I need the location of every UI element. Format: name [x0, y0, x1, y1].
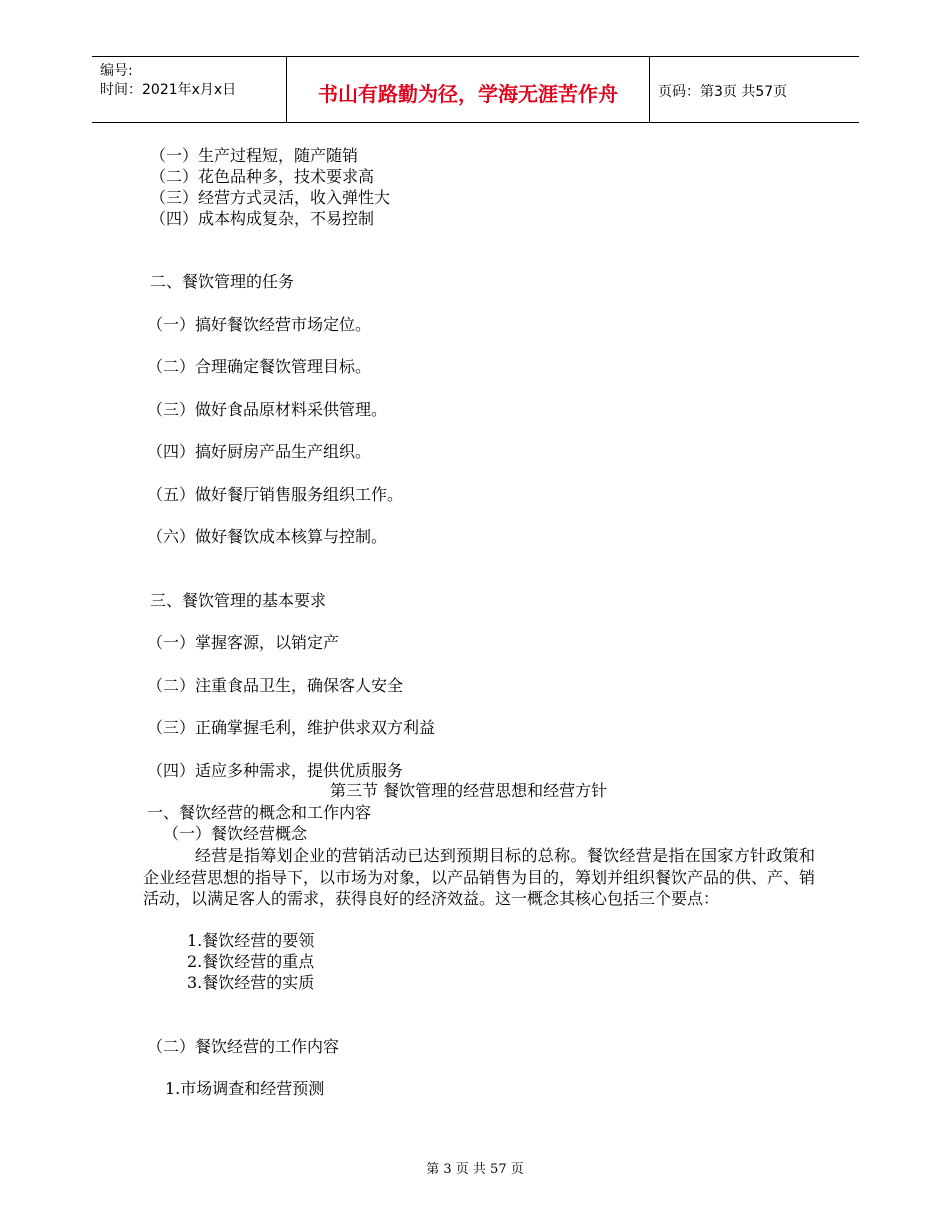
header-bottom-rule — [92, 122, 859, 123]
header-top-rule — [92, 56, 859, 57]
header-motto: 书山有路勤为径，学海无涯苦作舟 — [318, 82, 618, 106]
body-paragraph: 经营是指筹划企业的营销活动已达到预期目标的总称。餐饮经营是指在国家方针政策和企业经营思想的指导下，以市场为对象，以产品销售为目的，筹划并组织餐饮产品的供、产、销活动，以满足客人的需求，获得良好的经济效益。这一概念其核心包括三个要点： — [143, 846, 816, 908]
subsection-heading: （二）餐饮经营的工作内容 — [147, 1037, 340, 1056]
list-item: 1.餐饮经营的要领 — [187, 931, 315, 950]
list-item: （四）适应多种需求，提供优质服务 — [147, 761, 404, 780]
header-divider-right — [649, 57, 650, 122]
section-heading: 二、餐饮管理的任务 — [150, 272, 295, 291]
list-item: （三）经营方式灵活，收入弹性大 — [150, 188, 391, 207]
list-item: （三）做好食品原材料采供管理。 — [147, 400, 388, 419]
header-page-label: 页码：第3页 共57页 — [658, 84, 788, 100]
list-item: （四）成本构成复杂，不易控制 — [150, 209, 375, 228]
header-time-label: 时间：2021年x月x日 — [100, 82, 237, 98]
subsection-heading: （一）餐饮经营概念 — [163, 824, 308, 843]
list-item: 2.餐饮经营的重点 — [187, 952, 315, 971]
list-item: （五）做好餐厅销售服务组织工作。 — [147, 485, 404, 504]
header-number-label: 编号: — [100, 63, 133, 79]
list-item: （二）花色品种多，技术要求高 — [150, 167, 375, 186]
section-heading: 三、餐饮管理的基本要求 — [150, 591, 327, 610]
list-item: （二）注重食品卫生，确保客人安全 — [147, 676, 404, 695]
subsection-heading: 一、餐饮经营的概念和工作内容 — [147, 803, 372, 822]
list-item: （六）做好餐饮成本核算与控制。 — [147, 527, 388, 546]
list-item: （三）正确掌握毛利，维护供求双方利益 — [147, 718, 436, 737]
page-footer: 第 3 页 共 57 页 — [426, 1162, 524, 1177]
list-item: 1.市场调查和经营预测 — [165, 1079, 325, 1098]
list-item: （四）搞好厨房产品生产组织。 — [147, 442, 372, 461]
chapter-title: 第三节 餐饮管理的经营思想和经营方针 — [330, 781, 608, 800]
list-item: （二）合理确定餐饮管理目标。 — [147, 357, 372, 376]
list-item: （一）掌握客源，以销定产 — [147, 633, 340, 652]
list-item: 3.餐饮经营的实质 — [187, 973, 315, 992]
list-item: （一）搞好餐饮经营市场定位。 — [147, 315, 372, 334]
list-item: （一）生产过程短，随产随销 — [150, 146, 359, 165]
